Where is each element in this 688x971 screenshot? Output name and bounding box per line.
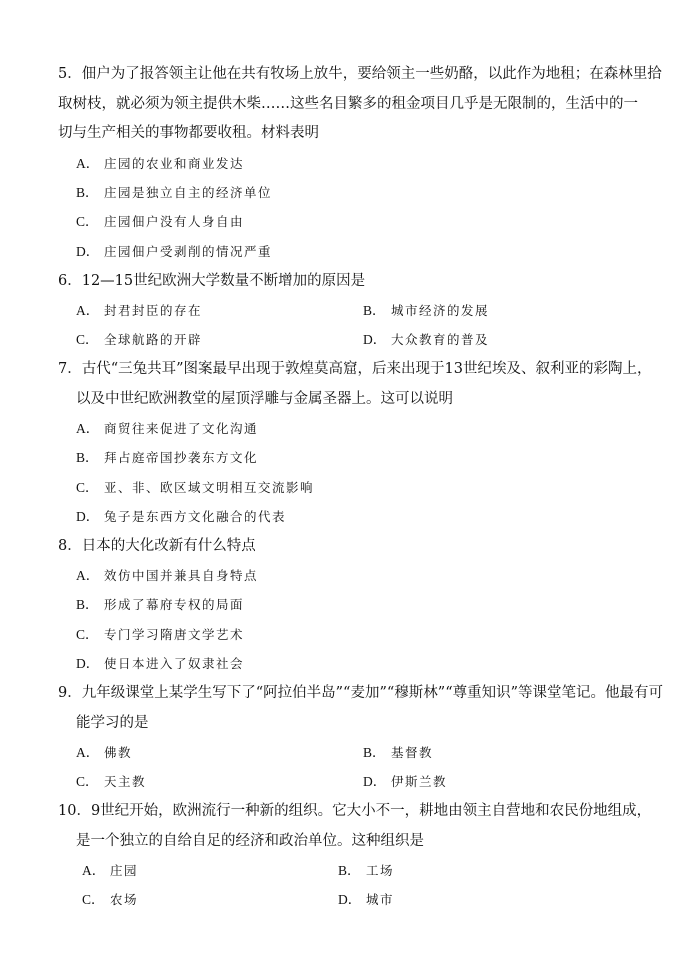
- question-5-option-b[interactable]: B． 庄园是独立自主的经济单位: [76, 185, 273, 200]
- question-number: 10．: [58, 803, 91, 819]
- question-8-stem: [58, 532, 638, 562]
- stem-line: 9世纪开始，欧洲流行一种新的组织。它大小不一，耕地由领主自营地和农民份地组成，: [90, 803, 652, 819]
- question-5-stem: [58, 60, 662, 149]
- question-7-option-b[interactable]: B． 拜占庭帝国抄袭东方文化: [76, 450, 259, 465]
- stem-line: 九年级课堂上某学生写下了“阿拉伯半岛”“麦加”“穆斯林”“尊重知识”等课堂笔记。他最有可: [81, 685, 664, 701]
- question-9-option-c[interactable]: C． 天主教: [76, 774, 147, 789]
- stem-line: 日本的大化改新有什么特点: [81, 538, 256, 554]
- question-number: 9．: [58, 685, 82, 701]
- question-10-stem: [58, 797, 652, 856]
- stem-line: 以及中世纪欧洲教堂的屋顶浮雕与金属圣器上。这可以说明: [76, 390, 453, 407]
- question-6-option-d[interactable]: D． 大众教育的普及: [363, 332, 490, 347]
- question-9-option-b[interactable]: B． 基督教: [363, 745, 434, 760]
- question-8-option-d[interactable]: D． 使日本进入了奴隶社会: [76, 656, 245, 671]
- question-8-option-c[interactable]: C． 专门学习隋唐文学艺术: [76, 627, 245, 642]
- stem-line: 切与生产相关的事物都要收租。材料表明: [58, 125, 319, 141]
- stem-line: 是一个独立的自给自足的经济和政治单位。这种组织是: [76, 832, 424, 849]
- question-10-option-b[interactable]: B． 工场: [338, 863, 395, 878]
- question-6-option-a[interactable]: A． 封君封臣的存在: [76, 303, 203, 318]
- question-9-option-a[interactable]: A． 佛教: [76, 745, 133, 760]
- question-6-stem: [58, 267, 638, 297]
- stem-line: 取树枝，就必须为领主提供木柴……这些名目繁多的租金项目几乎是无限制的，生活中的一: [58, 95, 638, 112]
- stem-line: 古代“三兔共耳”图案最早出现于敦煌莫高窟，后来出现于13世纪埃及、叙利亚的彩陶上，: [81, 361, 652, 377]
- stem-line: 佃户为了报答领主让他在共有牧场上放牛，要给领主一些奶酪，以此作为地租；在森林里拾: [81, 66, 662, 82]
- question-5-option-c[interactable]: C． 庄园佃户没有人身自由: [76, 214, 245, 229]
- question-6-option-c[interactable]: C． 全球航路的开辟: [76, 332, 203, 347]
- question-7-stem: [58, 355, 652, 414]
- question-8-option-b[interactable]: B． 形成了幕府专权的局面: [76, 597, 245, 612]
- question-7-option-a[interactable]: A． 商贸往来促进了文化沟通: [76, 421, 259, 436]
- stem-line: 12—15世纪欧洲大学数量不断增加的原因是: [81, 273, 366, 289]
- question-7-option-d[interactable]: D． 兔子是东西方文化融合的代表: [76, 509, 287, 524]
- question-7-option-c[interactable]: C． 亚、非、欧区域文明相互交流影响: [76, 480, 315, 495]
- question-5-option-a[interactable]: A． 庄园的农业和商业发达: [76, 156, 245, 171]
- question-number: 8．: [58, 538, 82, 554]
- question-8-option-a[interactable]: A． 效仿中国并兼具自身特点: [76, 568, 259, 583]
- question-10-option-c[interactable]: C． 农场: [82, 892, 139, 907]
- question-10-option-d[interactable]: D． 城市: [338, 892, 395, 907]
- question-number: 6．: [58, 273, 82, 289]
- question-6-option-b[interactable]: B． 城市经济的发展: [363, 303, 490, 318]
- question-5-option-d[interactable]: D． 庄园佃户受剥削的情况严重: [76, 244, 273, 259]
- question-9-option-d[interactable]: D． 伊斯兰教: [363, 774, 448, 789]
- stem-line: 能学习的是: [76, 714, 149, 731]
- question-10-option-a[interactable]: A． 庄园: [82, 863, 139, 878]
- question-9-stem: [58, 679, 664, 738]
- question-number: 5．: [58, 66, 82, 82]
- question-number: 7．: [58, 361, 82, 377]
